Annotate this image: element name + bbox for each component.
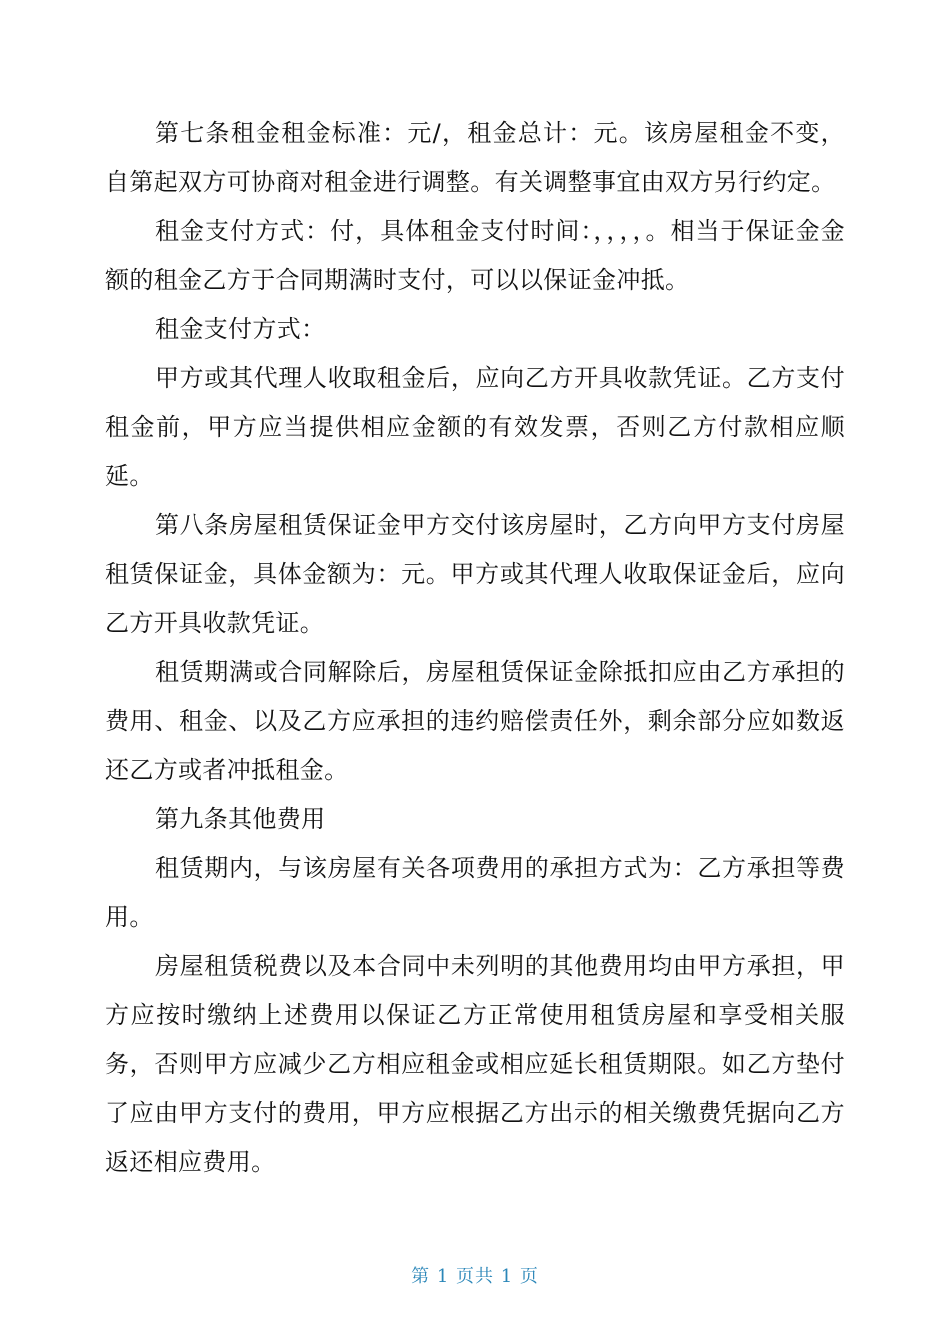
paragraph-deposit-return: 租赁期满或合同解除后，房屋租赁保证金除抵扣应由乙方承担的费用、租金、以及乙方应承担的违约赔偿责任外，剩余部分应如数返还乙方或者冲抵租金。 [105, 658, 845, 784]
paragraph-article-9-other-fees: 第九条其他费用 [155, 805, 326, 833]
paragraph-rent-payment-heading: 租金支付方式： [155, 315, 326, 343]
paragraph-rent-receipt: 甲方或其代理人收取租金后，应向乙方开具收款凭证。乙方支付租金前，甲方应当提供相应金额的有效发票，否则乙方付款相应顺延。 [105, 364, 845, 490]
paragraph-taxes-and-fees: 房屋租赁税费以及本合同中未列明的其他费用均由甲方承担，甲方应按时缴纳上述费用以保证乙方正常使用租赁房屋和享受相关服务，否则甲方应减少乙方相应租金或相应延长租赁期限。如乙方垫付了应由甲方支付的费用，甲方应根据乙方出示的相关缴费凭据向乙方返还相应费用。 [105, 952, 845, 1176]
document-body [105, 109, 845, 1187]
paragraph-fee-allocation: 租赁期内，与该房屋有关各项费用的承担方式为：乙方承担等费用。 [105, 854, 845, 931]
paragraph-article-8-deposit: 第八条房屋租赁保证金甲方交付该房屋时，乙方向甲方支付房屋租赁保证金，具体金额为：元。甲方或其代理人收取保证金后，应向乙方开具收款凭证。 [105, 511, 845, 637]
paragraph-rent-payment-method: 租金支付方式：付，具体租金支付时间：，，，，。相当于保证金金额的租金乙方于合同期满时支付，可以以保证金冲抵。 [105, 217, 845, 294]
page-number-footer: 第 1 页共 1 页 [411, 1266, 539, 1287]
paragraph-article-7-rent: 第七条租金租金标准：元/，租金总计：元。该房屋租金不变，自第起双方可协商对租金进行调整。有关调整事宜由双方另行约定。 [105, 119, 845, 196]
